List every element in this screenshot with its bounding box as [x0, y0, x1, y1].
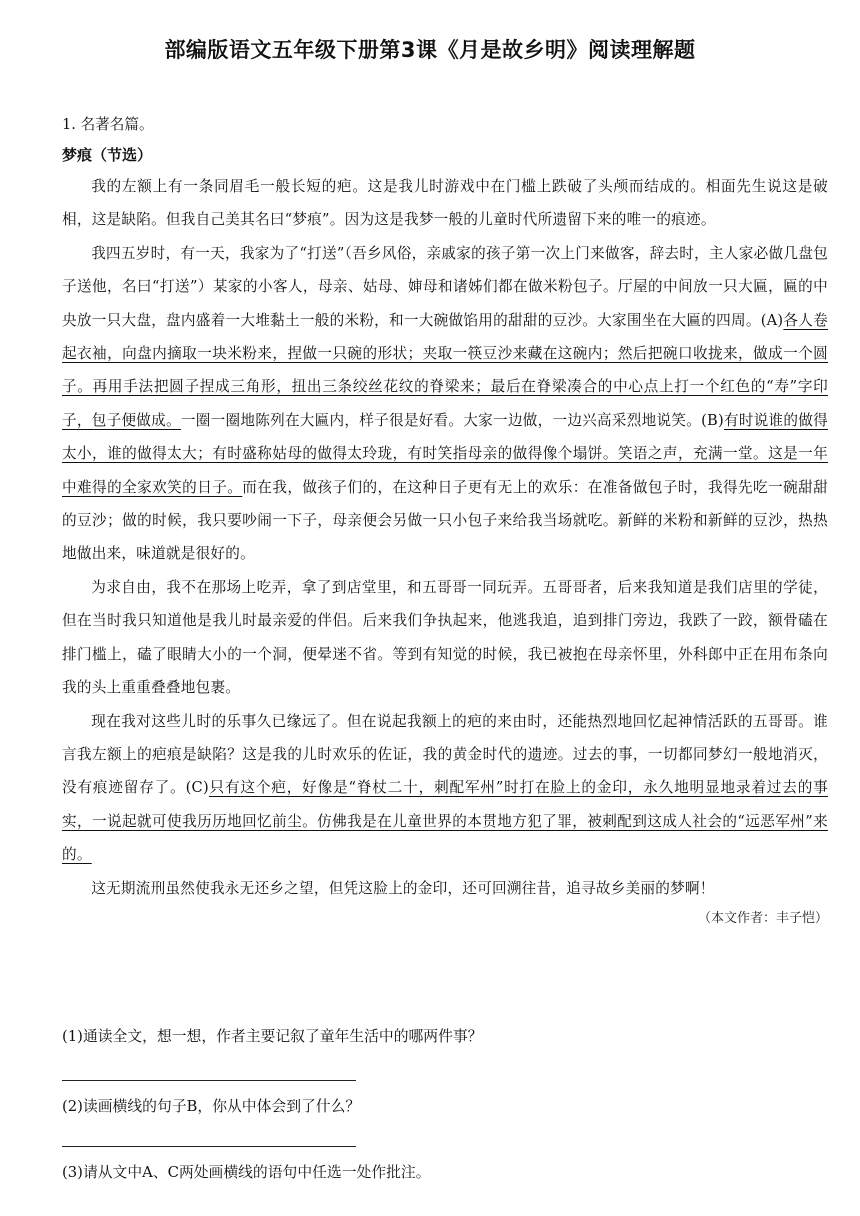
underlined-sentence-c: 只有这个疤，好像是“脊杖二十，刺配军州”时打在脸上的金印，永久地明显地录着过去的事实，一说起就可使我历历地回忆前尘。仿佛我是在儿童世界的本贯地方犯了罪，被刺配到这成人社会的“远恶军州”来的。 — [62, 779, 828, 864]
paragraph-3: 为求自由，我不在那场上吃弄，拿了到店堂里，和五哥哥一同玩弄。五哥哥者，后来我知道是我们店里的学徒，但在当时我只知道他是我儿时最亲爱的伴侣。后来我们争执起来，他逃我追，追到排门旁边，我跌了一跤，额骨磕在排门槛上，磕了眼睛大小的一个洞，便晕迷不省。等到有知觉的时候，我已被抱在母亲怀里，外科郎中正在用布条向我的头上重重叠叠地包裹。 — [62, 578, 828, 697]
author-credit: （本文作者：丰子恺） — [697, 910, 828, 926]
question-2: (2)读画横线的句子B，你从中体会到了什么？ — [62, 1098, 361, 1115]
paragraph-2-text-c: 而在我，做孩子们的，在这种日子更有无上的欢乐：在准备做包子时，我得先吃一碗甜甜的豆沙；做的时候，我只要吵闹一下子，母亲便会另做一只小包子来给我当场就吃。新鲜的米粉和新鲜的豆沙，热热地做出来，味道就是很好的。 — [62, 478, 828, 563]
paragraph-2-text-a: 我四五岁时，有一天，我家为了“打送”（吾乡风俗，亲戚家的孩子第一次上门来做客，辞去时，主人家必做几盘包子送他，名曰“打送”）某家的小客人，母亲、姑母、婶母和诸姊们都在做米粉包子。厅屋的中间放一只大匾，匾的中央放一只大盘，盘内盛着一大堆黏土一般的米粉，和一大碗做馅用的甜甜的豆沙。大家围坐在大匾的四周。(A) — [62, 244, 828, 329]
section-title: 梦痕（节选） — [62, 146, 153, 164]
paragraph-4 — [62, 705, 828, 872]
answer-line-1[interactable] — [62, 1080, 356, 1081]
question-3: (3)请从文中A、C两处画横线的语句中任选一处作批注。 — [62, 1164, 431, 1181]
paragraph-2-text-b: 一圈一圈地陈列在大匾内，样子很是好看。大家一边做，一边兴高采烈地说笑。(B) — [180, 411, 724, 429]
paragraph-5: 这无期流刑虽然使我永无还乡之望，但凭这脸上的金印，还可回溯往昔，追寻故乡美丽的梦啊！ — [91, 879, 715, 897]
page-title: 部编版语文五年级下册第3课《月是故乡明》阅读理解题 — [164, 38, 696, 62]
underlined-sentence-a: 各人卷起衣袖，向盘内摘取一块米粉来，捏做一只碗的形状；夹取一筷豆沙来藏在这碗内；然后把碗口收拢来，做成一个圆子。再用手法把圆子捏成三角形，扭出三条绞丝花纹的脊梁来；最后在脊梁凑合的中心点上打一个红色的“寿”字印子，包子便做成。 — [62, 311, 828, 429]
paragraph-2 — [62, 237, 828, 571]
reading-passage — [62, 110, 828, 931]
underlined-sentence-b: 有时说谁的做得太小，谁的做得太大；有时盛称姑母的做得太玲珑，有时笑指母亲的做得像个塌饼。笑语之声，充满一堂。这是一年中难得的全家欢笑的日子。 — [62, 411, 828, 496]
answer-line-2[interactable] — [62, 1146, 356, 1147]
question-heading: 1. 名著名篇。 — [62, 116, 154, 133]
question-1: (1)通读全文，想一想，作者主要记叙了童年生活中的哪两件事？ — [62, 1028, 483, 1045]
paragraph-4-text: 现在我对这些儿时的乐事久已缘远了。但在说起我额上的疤的来由时，还能热烈地回忆起神情活跃的五哥哥。谁言我左额上的疤痕是缺陷？这是我的儿时欢乐的佐证，我的黄金时代的遗迹。过去的事，一切都同梦幻一般地消灭，没有痕迹留存了。(C) — [62, 712, 828, 797]
paragraph-1: 我的左额上有一条同眉毛一般长短的疤。这是我儿时游戏中在门槛上跌破了头颅而结成的。相面先生说这是破相，这是缺陷。但我自己美其名曰“梦痕”。因为这是我梦一般的儿童时代所遗留下来的唯一的痕迹。 — [62, 178, 828, 229]
